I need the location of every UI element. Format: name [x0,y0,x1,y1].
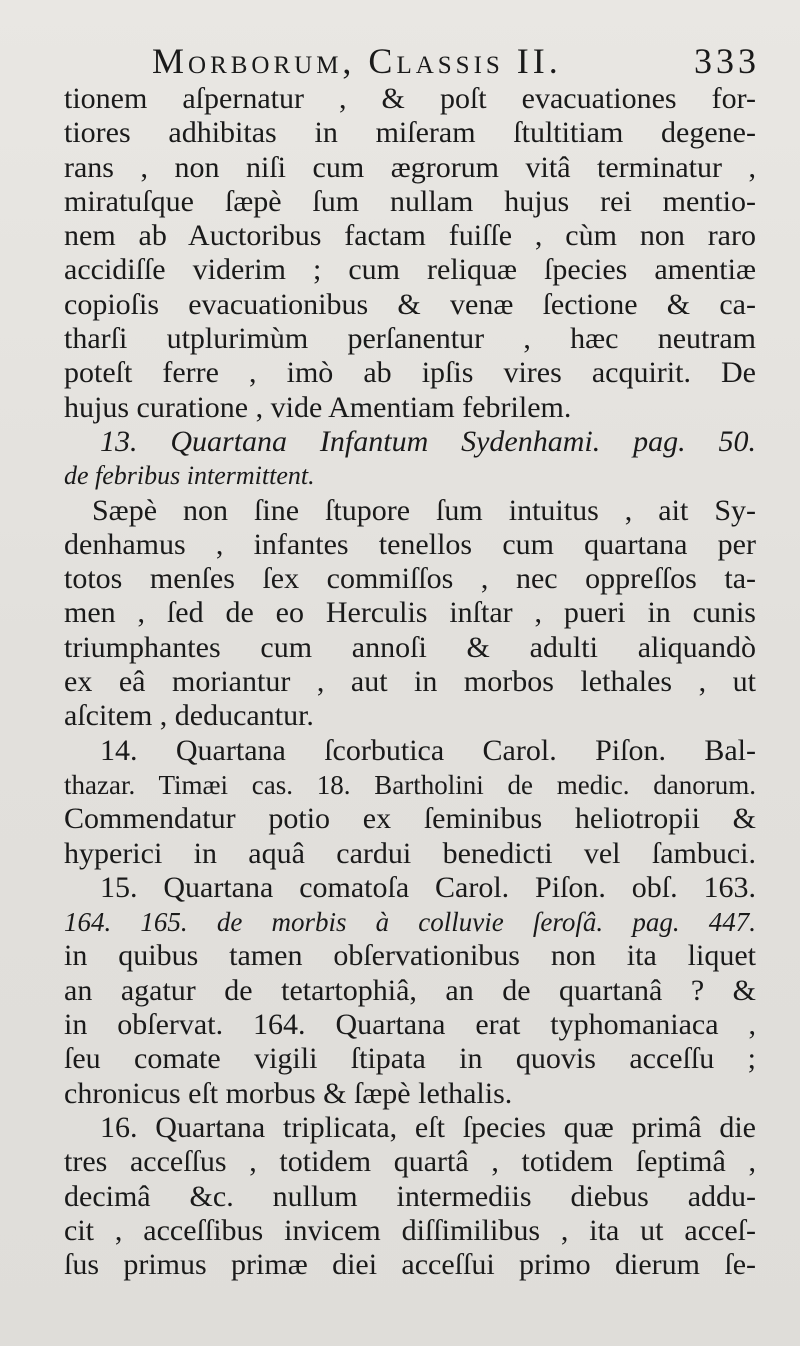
text-line: ex eâ moriantur , aut in morbos lethales , ut [64,665,756,699]
text-line: Sæpè non ſine ſtupore ſum intuitus , ait Sy- [92,493,756,527]
text-line: triumphantes cum annoſi & adulti aliquandò [64,630,756,664]
text-line: decimâ &c. nullum intermediis diebus addu- [64,1179,756,1213]
text-line: 164. 165. de morbis à colluvie ſeroſâ. pag. 447. [64,907,756,938]
page-number: 333 [694,41,760,81]
text-line: Commendatur potio ex ſeminibus heliotropii & [64,802,756,836]
entry-heading-13: 13. Quartana Infantum Sydenhami. pag. 50. [100,424,756,458]
text-line: men , ſed de eo Herculis inſtar , pueri in cunis [64,596,756,630]
text-line: accidiſſe viderim ; cum reliquæ ſpecies amentiæ [64,253,756,287]
text-line: tiores adhibitas in miſeram ſtultitiam degene- [64,116,756,150]
text-line: aſcitem , deducantur. [64,699,314,733]
text-line: denhamus , infantes tenellos cum quartana per [64,527,756,561]
text-line: nem ab Auctoribus factam fuiſſe , cùm non raro [64,219,756,253]
text-line: tionem aſpernatur , & poſt evacuationes for- [64,82,756,115]
entry-heading-16: 16. Quartana triplicata, eſt ſpecies quæ primâ die [100,1110,756,1144]
text-line: chronicus eſt morbus & ſæpè lethalis. [64,1076,513,1110]
page-body [64,82,756,1282]
text-line: cit , acceſſibus invicem diſſimilibus , ita ut acceſ- [64,1213,756,1247]
text-line: in quibus tamen obſervationibus non ita liquet [64,939,756,973]
entry-heading-15: 15. Quartana comatoſa Carol. Piſon. obſ. 163. [100,870,756,904]
text-line: tharſi utplurimùm perſanentur , hæc neutram [64,322,756,356]
running-title: Morborum, Classis II. [152,41,562,81]
text-line: hujus curatione , vide Amentiam febrilem. [64,390,572,424]
text-line: tres acceſſus , totidem quartâ , totidem ſeptimâ , [64,1145,756,1179]
text-line: miratuſque ſæpè ſum nullam hujus rei mentio- [64,184,756,218]
text-line: poteſt ferre , imò ab ipſis vires acquirit. De [64,356,756,390]
text-line: totos menſes ſex commiſſos , nec oppreſſos ta- [64,562,756,596]
text-line: copioſis evacuationibus & venæ ſectione & ca- [64,287,756,321]
text-line: thazar. Timæi cas. 18. Bartholini de medic. danorum. [64,769,756,800]
entry-heading-14: 14. Quartana ſcorbutica Carol. Piſon. Bal- [100,733,756,767]
text-line: in obſervat. 164. Quartana erat typhomaniaca , [64,1008,756,1042]
text-line: hyperici in aquâ cardui benedicti vel ſambuci. [64,836,756,870]
text-line: ſeu comate vigili ſtipata in quovis acceſſu ; [64,1042,756,1076]
text-line: ſus primus primæ diei acceſſui primo dierum ſe- [64,1248,756,1282]
text-line: de febribus intermittent. [64,461,315,491]
text-line: an agatur de tetartophiâ, an de quartanâ ? & [64,973,756,1007]
text-line: rans , non niſi cum ægrorum vitâ terminatur , [64,150,756,184]
